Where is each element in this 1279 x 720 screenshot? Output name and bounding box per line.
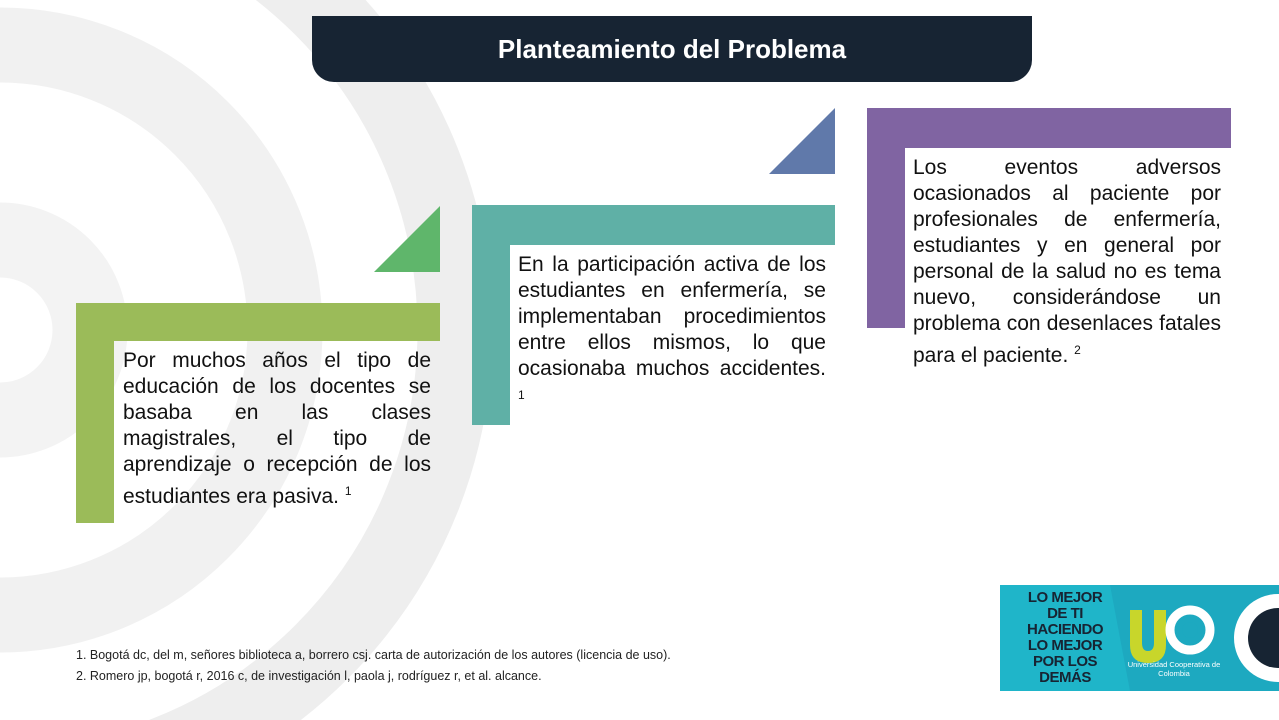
page-title: Planteamiento del Problema (497, 33, 847, 64)
card-2-text (518, 252, 826, 414)
logo-university-name: Universidad Cooperativa de Colombia (1127, 660, 1221, 678)
card-3-body: Los eventos adversos ocasionados al paciente por profesionales de enfermería, estudiantes y en general por personal de la salud no es tema nuevo, considerándose un problema con desenlaces fatales para el paciente. (913, 156, 1221, 367)
card-1-body: Por muchos años el tipo de educación de los docentes se basaba en las clases magistrales, el tipo de aprendizaje o recepción de los estudiantes era pasiva. (123, 349, 431, 508)
card-1-citation: 1 (344, 484, 352, 498)
card-3-citation: 2 (1074, 343, 1081, 357)
card-1-left-bar (76, 303, 114, 523)
references (76, 645, 671, 687)
card-3-left-bar (867, 108, 905, 328)
card-3-text (913, 155, 1221, 369)
triangle-green (374, 206, 440, 272)
reference-2: 2. Romero jp, bogotá r, 2016 c, de investigación l, paola j, rodríguez r, et al. alcance. (76, 669, 542, 683)
card-2-citation: 1 (518, 388, 525, 402)
logo-slogan: LO MEJOR DE TI HACIENDO LO MEJOR POR LOS DEMÁS (1026, 589, 1103, 686)
card-1-top-bar (76, 303, 440, 341)
card-3-top-bar (867, 108, 1231, 148)
card-2-left-bar (472, 205, 510, 425)
card-1-text (123, 348, 431, 510)
triangle-blue (769, 108, 835, 174)
card-2-body: En la participación activa de los estudiantes en enfermería, se implementaban procedimientos entre ellos mismos, lo que ocasionaba muchos accidentes. (518, 253, 826, 380)
card-2-top-bar (472, 205, 835, 245)
title-banner (312, 16, 1032, 82)
reference-1: 1. Bogotá dc, del m, señores biblioteca a, borrero csj. carta de autorización de los autores (licencia de uso). (76, 648, 671, 662)
